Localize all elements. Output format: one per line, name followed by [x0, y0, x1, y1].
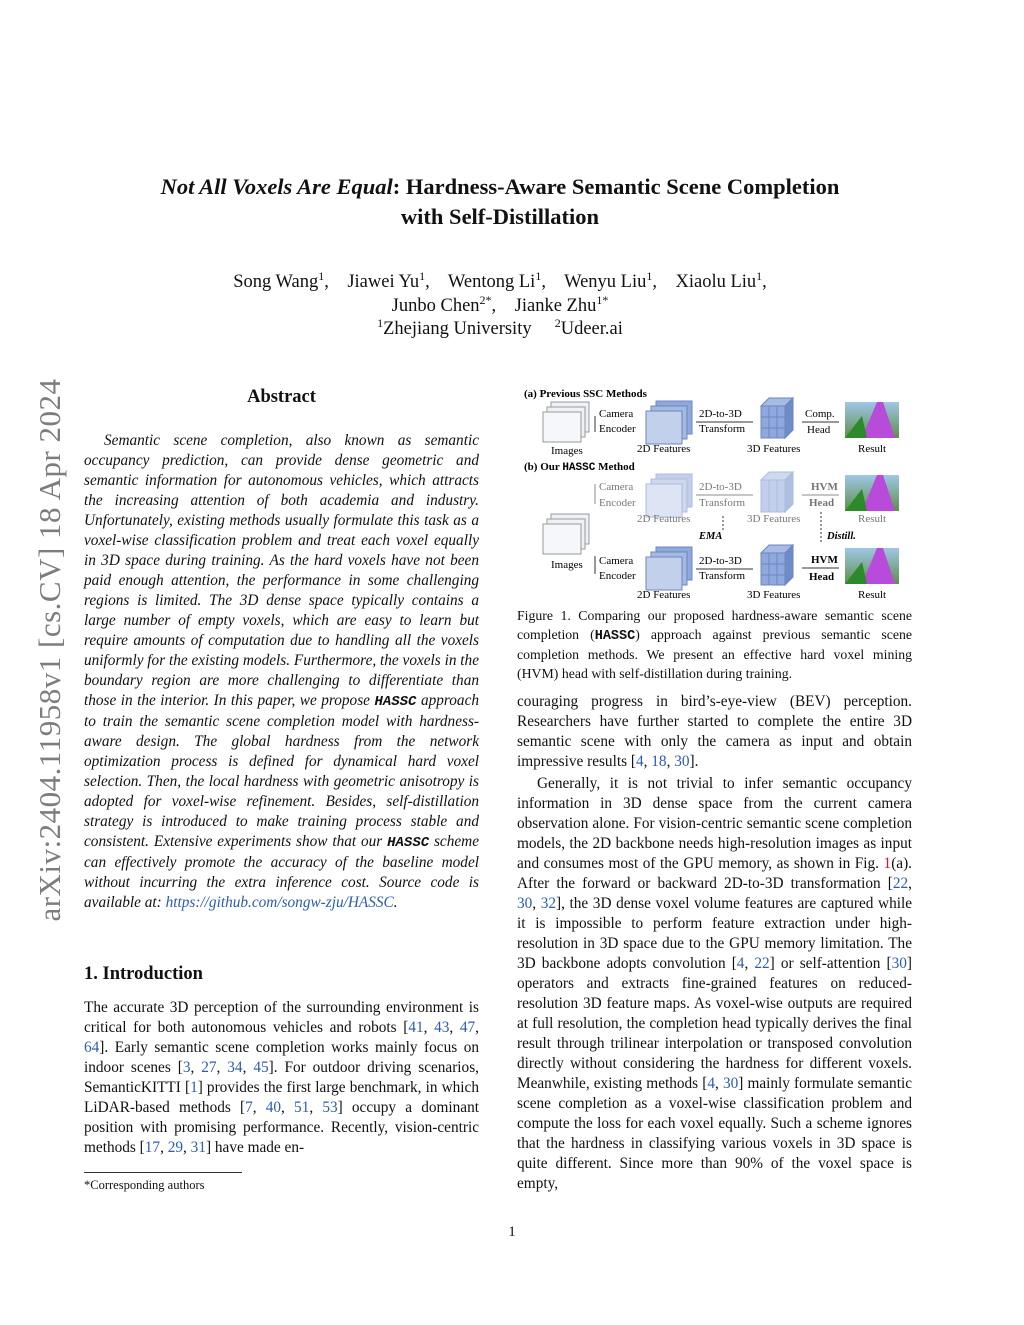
- author: Song Wang: [233, 272, 319, 292]
- fig-images-label: Images: [551, 559, 583, 571]
- fig-result: Result: [858, 513, 887, 525]
- title-rest: : Hardness-Aware Semantic Scene Completion: [392, 174, 840, 199]
- method-name: HASSC: [594, 628, 636, 644]
- footnote: *Corresponding authors: [84, 1178, 205, 1192]
- fig-2d-to-3d: 2D-to-3D: [699, 555, 742, 567]
- body-text: ].: [689, 753, 699, 770]
- citation-link[interactable]: 43: [434, 1019, 450, 1036]
- citation-link[interactable]: 4: [736, 955, 745, 972]
- citation-link[interactable]: 64: [84, 1039, 100, 1056]
- body-text: ] operators and extracts fine-grained features on reduced-resolution 3D feature maps. As voxel-wise outputs are required at full resolution, the completion head typically derives the final result through trilinear interpolation or transposed convolution directly without considering the hardness for different voxels. Meanwhile, existing methods [: [517, 955, 912, 1092]
- intro-text: ] occupy a dominant position with promising performance. Recently, vision-centric methods [: [84, 1099, 479, 1156]
- citation-link[interactable]: 3: [182, 1059, 191, 1076]
- footnote-rule: [84, 1172, 242, 1173]
- intro-text: ] have made en-: [205, 1139, 305, 1156]
- citation-link[interactable]: 30: [722, 1075, 739, 1092]
- fig-3d-features: 3D Features: [747, 589, 801, 601]
- fig-transform: Transform: [699, 497, 746, 509]
- page-number: 1: [508, 1224, 516, 1240]
- fig-encoder: Encoder: [599, 423, 636, 435]
- citation-link[interactable]: 30: [517, 895, 533, 912]
- abstract-heading: Abstract: [247, 387, 316, 407]
- intro-paragraph-continued: couraging progress in bird’s-eye-view (BEV) perception. Researchers have further started to complete the entire 3D semantic scene with only the camera as input and obtain impressive results [4, 18, 30].: [517, 693, 912, 770]
- fig-images-label: Images: [551, 445, 583, 457]
- affiliations: [80, 318, 920, 342]
- result-image: [845, 548, 899, 584]
- images-stack-icon: [543, 402, 589, 442]
- arxiv-stamp: [20, 350, 80, 950]
- fig-label-b-pre: (b) Our: [524, 461, 563, 473]
- caption-text: Figure 1. Comparing our proposed hardness-aware semantic scene completion (: [517, 608, 912, 642]
- intro-text: ] provides the first large benchmark, in which LiDAR-based methods [: [84, 1079, 479, 1116]
- fig-transform: Transform: [699, 423, 746, 435]
- author-sup: 1: [756, 269, 763, 283]
- fig-label-a: (a) Previous SSC Methods: [524, 388, 647, 400]
- body-text: couraging progress in bird’s-eye-view (BEV) perception. Researchers have further started to complete the entire 3D semantic scene with only the camera as input and obtain impressive results [: [517, 693, 912, 770]
- arxiv-id: arXiv:2404.11958v1 [cs.CV] 18 Apr 2024: [32, 378, 67, 922]
- author: Xiaolu Liu: [675, 272, 757, 292]
- body-text: ], the 3D dense voxel volume features are captured while it is impossible to perform feature extraction under high-resolution in 3D space due to the GPU memory limitation. The 3D backbone adopts convolution [: [517, 895, 913, 972]
- abstract-text: Semantic scene completion, also known as semantic occupancy prediction, can provide dense geometric and semantic information for autonomous vehicles, which attracts the increasing attention of both academia and industry. Unfortunately, existing methods usually formulate this task as a voxel-wise classification problem and treat each voxel equally in 3D space during training. As the hard voxels have not been paid enough attention, the performance in some challenging regions is limited. The 3D dense space typically contains a large number of empty voxels, which are easy to learn but require amounts of computation due to handling all the voxels uniformly for the existing models. Furthermore, the voxels in the boundary region are more challenging to differentiate than those in the interior. In this paper, we propose: [84, 432, 479, 709]
- fig-camera: Camera: [599, 555, 634, 567]
- fig-2d-features: 2D Features: [637, 589, 691, 601]
- abstract-text: scheme can effectively promote the accuracy of the baseline model without incurring the extra inference cost. Source code is available at:: [84, 833, 480, 911]
- citation-link[interactable]: 41: [408, 1019, 424, 1036]
- body-text: Generally, it is not trivial to infer semantic occupancy information in 3D dense space from the current camera observation alone. For vision-centric semantic scene completion models, the 2D backbone needs high-resolution images as input and consumes most of the GPU memory, as shown in Fig.: [517, 775, 912, 872]
- voxel-cube-icon: [761, 472, 793, 512]
- citation-link[interactable]: 27: [201, 1059, 217, 1076]
- citation-link[interactable]: 32: [540, 895, 557, 912]
- fig-result: Result: [858, 589, 887, 601]
- citation-link[interactable]: 51: [294, 1099, 310, 1116]
- figure-ref-link[interactable]: 1: [883, 855, 892, 872]
- aff-sup: 1: [377, 316, 384, 330]
- paper-title: [80, 172, 920, 232]
- fig-label-b: [524, 461, 635, 474]
- fig-2d-features: 2D Features: [637, 513, 691, 525]
- aff-sup: 2: [554, 316, 561, 330]
- fig-hvm-head: Head: [809, 497, 835, 509]
- author-line-2: Junbo Chen$^{2*}$, Jianke Zhu$^{1*}$: [391, 292, 609, 316]
- fig-distill: Distill.: [827, 531, 856, 542]
- fig-encoder: Encoder: [599, 497, 636, 509]
- intro-text: ]. For outdoor driving scenarios, SemanticKITTI [: [84, 1059, 479, 1096]
- abstract-body: [84, 431, 479, 913]
- caption-text: ) approach against previous semantic scene completion methods. We present an effective hard voxel mining (HVM) head with self-distillation during training.: [517, 626, 912, 681]
- body-text: ] mainly formulate semantic scene completion as a voxel-wise classification problem and compute the loss for each voxel equally. Such a scheme ignores that the hardness in classifying various voxels in 3D space is quite different. Since more than 90% of the voxel space is empty,: [517, 1075, 912, 1192]
- title-line2: with Self-Distillation: [400, 204, 600, 229]
- method-name: HASSC: [374, 694, 417, 710]
- voxel-cube-icon: [761, 545, 793, 585]
- author-list: [80, 271, 920, 342]
- author-line-1: Song Wang$^1$, Jiawei Yu$^1$, Wentong Li$^1$, Wenyu Liu$^1$, Xiaolu Liu$^1$,: [233, 269, 767, 292]
- fig-encoder: Encoder: [599, 570, 636, 582]
- fig-camera: Camera: [599, 481, 634, 493]
- citation-link[interactable]: 29: [167, 1139, 184, 1156]
- fig-camera: Camera: [599, 408, 634, 420]
- author: Wenyu Liu: [564, 272, 647, 292]
- fig-hvm: HVM: [811, 554, 838, 566]
- features-2d-icon: [646, 474, 692, 517]
- author: Jianke Zhu: [514, 295, 597, 316]
- citation-link[interactable]: 30: [891, 955, 907, 972]
- result-image: [845, 475, 899, 511]
- citation-link[interactable]: 30: [674, 753, 690, 770]
- figure-section-b: [524, 461, 899, 601]
- fig-hvm: HVM: [811, 481, 838, 493]
- fig-2d-to-3d: 2D-to-3D: [699, 408, 742, 420]
- citation-link[interactable]: 4: [707, 1075, 715, 1092]
- intro-paragraph-2: Generally, it is not trivial to infer semantic occupancy information in 3D dense space from the current camera observation alone. For vision-centric semantic scene completion models, the 2D backbone needs high-resolution images as input and consumes most of the GPU memory, as shown in Fig. 1(a). After the forward or backward 2D-to-3D transformation [22, 30, 32], the 3D dense voxel volume features are captured while it is impossible to perform feature extraction under high-resolution in 3D space due to the GPU memory limitation. The 3D backbone adopts convolution [4, 22] or self-attention [30] operators and extracts fine-grained features on reduced-resolution 3D feature maps. As voxel-wise outputs are required at full resolution, the completion head typically derives the final result through trilinear interpolation or transposed convolution directly without considering the hardness for different voxels. Meanwhile, existing methods [4, 30] mainly formulate semantic scene completion as a voxel-wise classification problem and compute the loss for each voxel equally. Such a scheme ignores that the hardness in classifying various voxels in 3D space is quite different. Since more than 90% of the voxel space is empty,: [517, 775, 913, 1192]
- author-sup: 1: [646, 269, 653, 283]
- abstract-end: .: [393, 894, 398, 911]
- source-code-link[interactable]: https://github.com/songw-zju/HASSC: [165, 894, 394, 911]
- fig-comp: Comp.: [805, 408, 835, 420]
- intro-text: The accurate 3D perception of the surrounding environment is critical for both autonomous vehicles and robots [: [84, 999, 479, 1036]
- figure-caption: [517, 607, 912, 683]
- fig-result: Result: [858, 443, 887, 455]
- fig-3d-features: 3D Features: [747, 513, 801, 525]
- fig-hvm-head: Head: [809, 571, 835, 583]
- intro-paragraph: The accurate 3D perception of the surrounding environment is critical for both autonomous vehicles and robots [41, 43, 47, 64]. Early semantic scene completion works mainly focus on indoor scenes [3, 27, 34, 45]. For outdoor driving scenarios, SemanticKITTI [1] provides the first large benchmark, in which LiDAR-based methods [7, 40, 51, 53] occupy a dominant position with promising performance. Recently, vision-centric methods [17, 29, 31] have made en-: [84, 999, 479, 1156]
- author: Wentong Li: [447, 272, 536, 292]
- citation-link[interactable]: 31: [190, 1139, 206, 1156]
- author-sup: 1: [318, 269, 325, 283]
- fig-3d-features: 3D Features: [747, 443, 801, 455]
- citation-link[interactable]: 47: [459, 1019, 476, 1036]
- intro-heading: 1. Introduction: [84, 964, 203, 984]
- author: Junbo Chen: [391, 295, 480, 316]
- voxel-cube-icon: [761, 398, 793, 438]
- body-text: ] or self-attention [: [769, 955, 892, 972]
- abstract-text: approach to train the semantic scene completion model with hardness-aware design. The global hardness from the network optimization process is defined for dynamical hard voxel selection. Then, the local hardness with geometric anisotropy is adopted for voxel-wise refinement. Besides, self-distillation strategy is introduced to make training process stable and consistent. Extensive experiments show that our: [84, 692, 480, 850]
- fig-ema: EMA: [699, 531, 723, 542]
- fig-2d-to-3d: 2D-to-3D: [699, 481, 742, 493]
- citation-link[interactable]: 18: [651, 753, 667, 770]
- features-2d-icon: [646, 401, 692, 444]
- features-2d-icon: [646, 547, 692, 590]
- citation-link[interactable]: 34: [227, 1059, 243, 1076]
- author-sup: 1: [419, 269, 426, 283]
- citation-link[interactable]: 17: [144, 1139, 161, 1156]
- intro-text: ]. Early semantic scene completion works mainly focus on indoor scenes [: [84, 1039, 479, 1076]
- citation-link[interactable]: 40: [265, 1099, 282, 1116]
- fig-label-b-post: Method: [595, 461, 635, 473]
- teacher-branch: [595, 472, 886, 525]
- figure-section-a: [524, 388, 899, 457]
- author-sup: 2*: [479, 292, 492, 307]
- fig-head: Head: [807, 424, 831, 436]
- affiliation-1: Zhejiang University: [383, 319, 532, 339]
- figure-1: [517, 380, 917, 602]
- citation-link[interactable]: 7: [245, 1099, 253, 1116]
- images-stack-icon: [543, 514, 589, 554]
- citation-link[interactable]: 1: [190, 1079, 198, 1096]
- citation-link[interactable]: 22: [754, 955, 770, 972]
- author-sup: 1: [535, 269, 542, 283]
- method-name: HASSC: [387, 835, 430, 851]
- result-image: [845, 402, 899, 438]
- body-text: (a). After the forward or backward 2D-to-3D transformation [: [517, 855, 912, 892]
- author-sup: 1*: [596, 292, 609, 307]
- fig-2d-features: 2D Features: [637, 443, 691, 455]
- fig-label-b-mono: HASSC: [562, 462, 596, 474]
- title-italic: Not All Voxels Are Equal: [160, 174, 393, 199]
- citation-link[interactable]: 4: [635, 753, 644, 770]
- citation-link[interactable]: 22: [892, 875, 909, 892]
- affiliation-2: Udeer.ai: [560, 319, 623, 339]
- fig-transform: Transform: [699, 570, 746, 582]
- citation-link[interactable]: 53: [322, 1099, 338, 1116]
- citation-link[interactable]: 45: [253, 1059, 269, 1076]
- author: Jiawei Yu: [347, 272, 420, 292]
